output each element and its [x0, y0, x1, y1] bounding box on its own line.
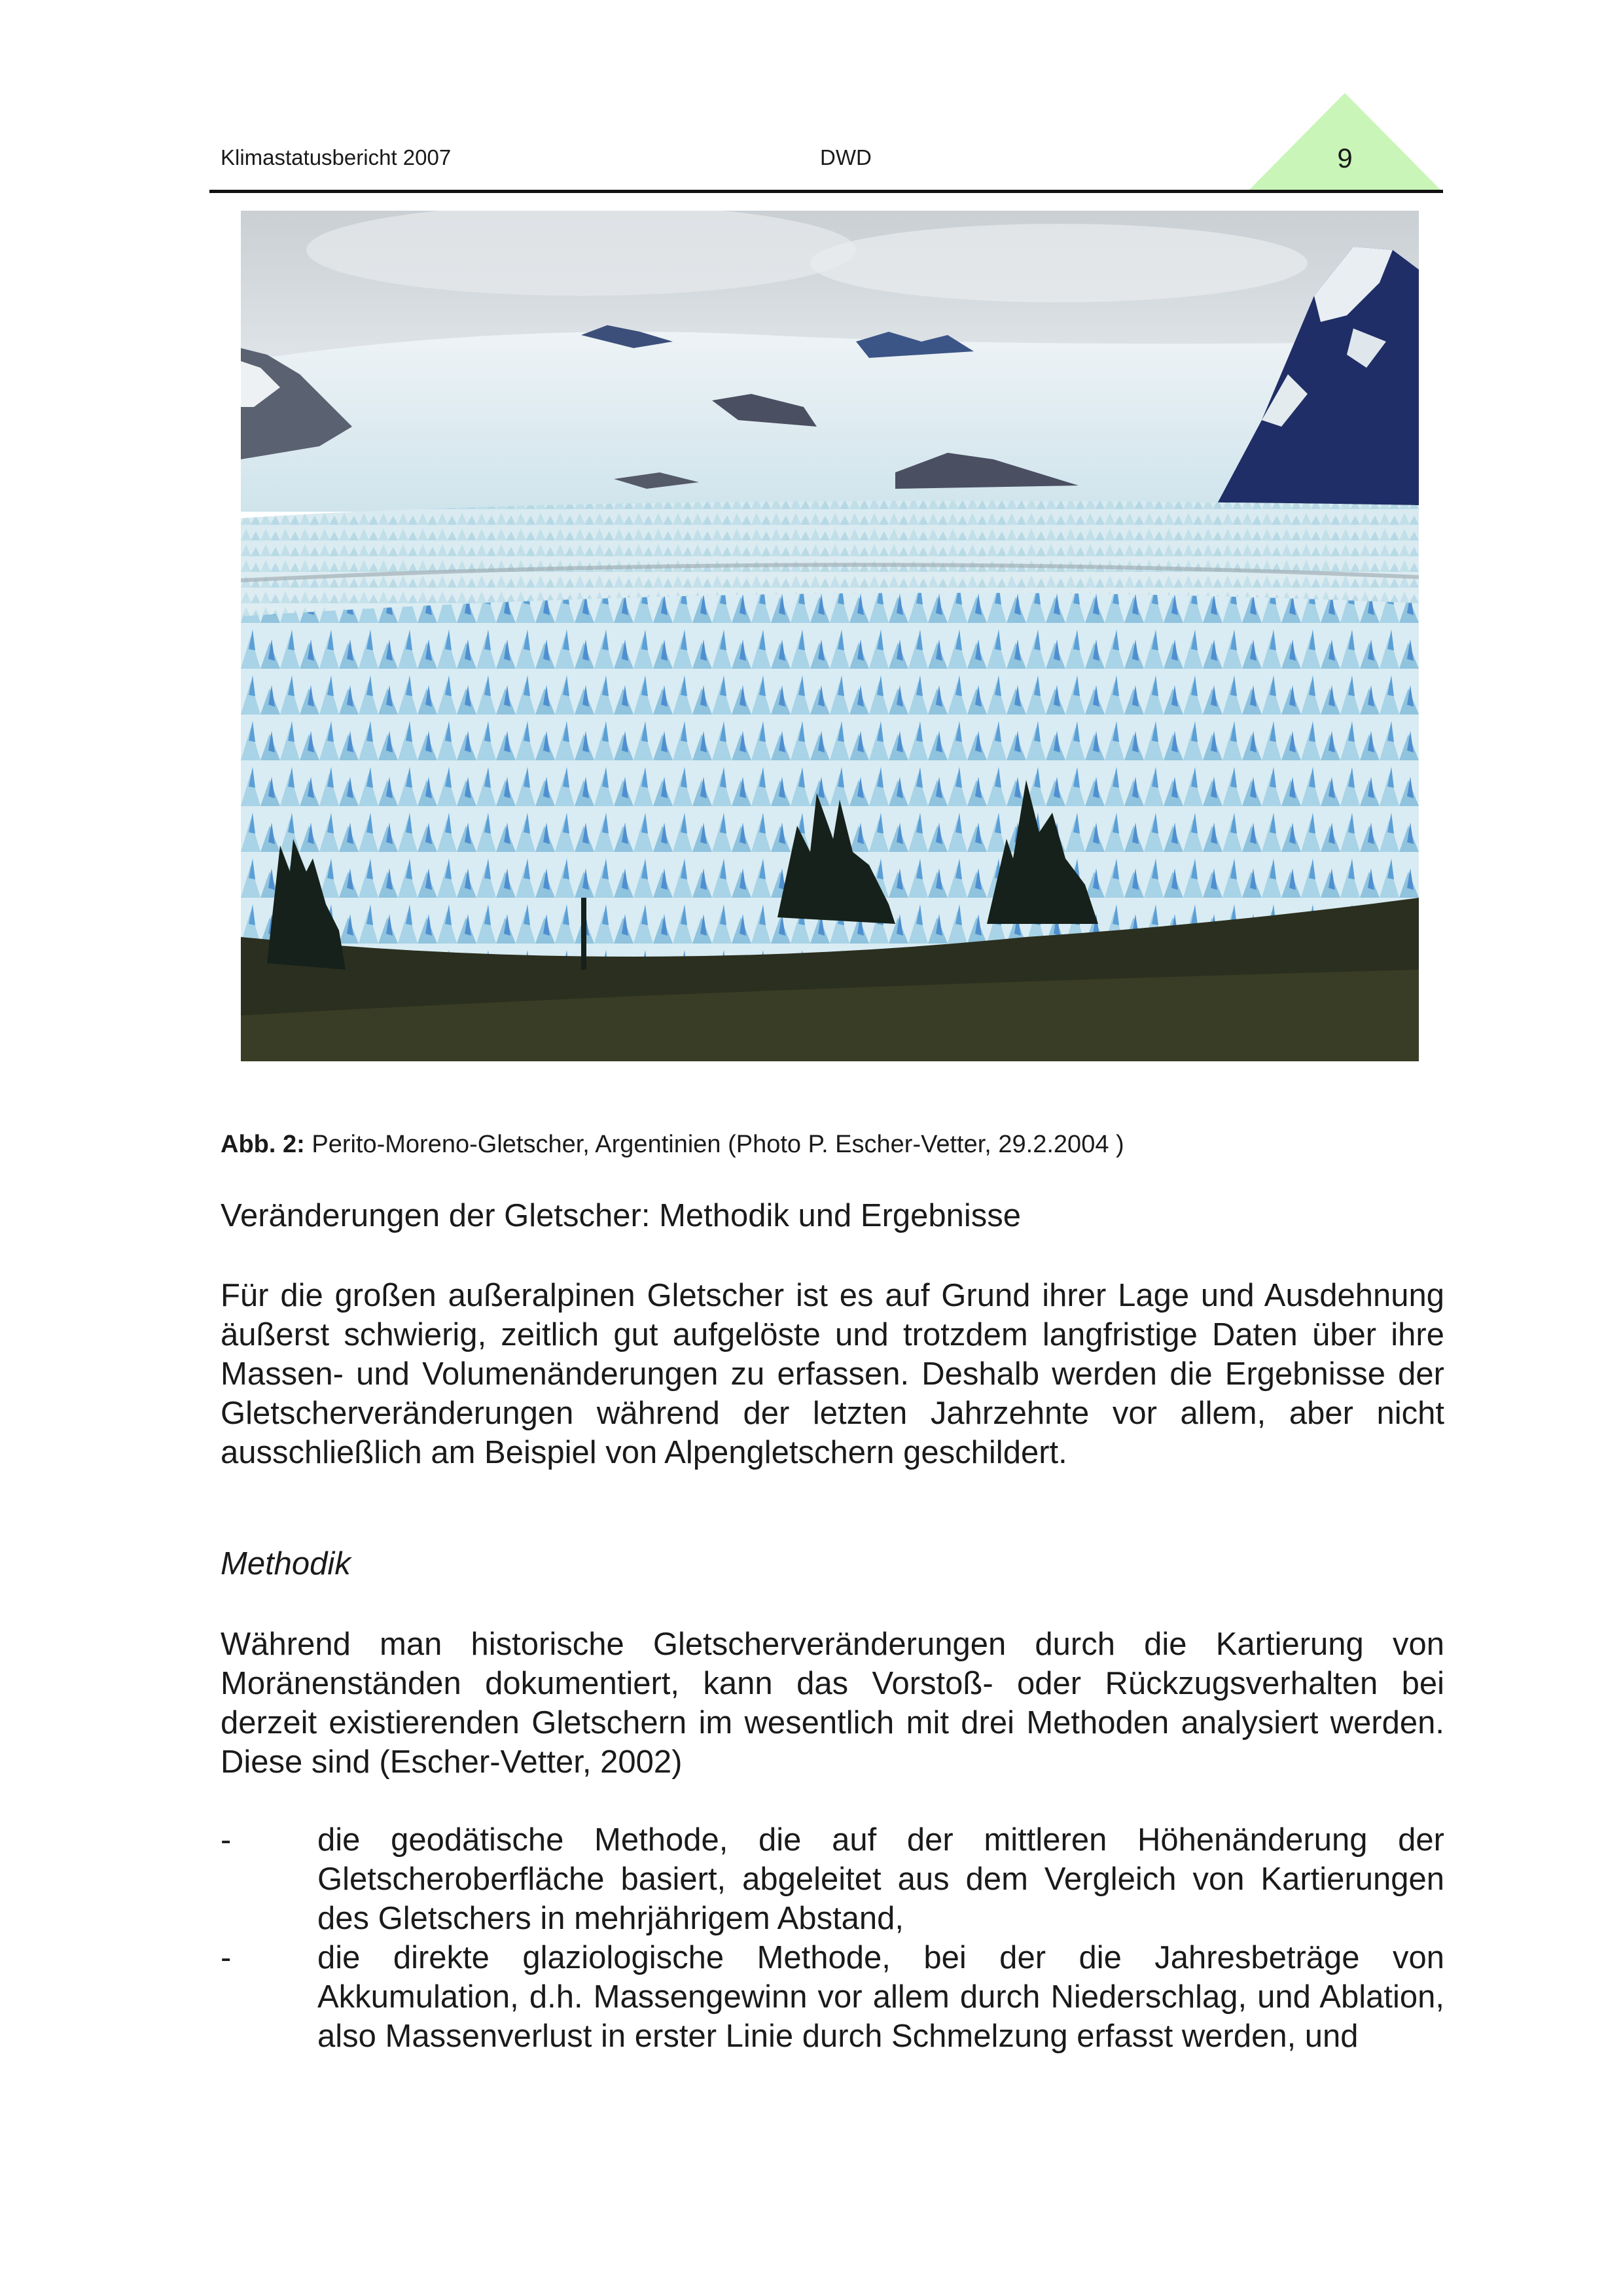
- list-item: [221, 1938, 1444, 2056]
- methodik-paragraph: Während man historische Gletscherveränderungen durch die Kartierung von Moränenständen dokumentiert, kann das Vorstoß- oder Rückzugsverhalten bei derzeit existierenden Gletschern im wesentlich mit drei Methoden analysiert werden. Diese sind (Escher-Vetter, 2002): [221, 1627, 1444, 1780]
- list-bullet: -: [221, 1940, 232, 1975]
- list-bullet: -: [221, 1822, 232, 1858]
- section-heading: Veränderungen der Gletscher: Methodik und Ergebnisse: [221, 1198, 1022, 1233]
- list-item: [221, 1820, 1444, 1938]
- page-corner-triangle: [1247, 92, 1443, 191]
- report-title: Klimastatusbericht 2007: [221, 145, 452, 169]
- glacier-photo: [241, 211, 1419, 1061]
- intro-paragraph: Für die großen außeralpinen Gletscher ist es auf Grund ihrer Lage und Ausdehnung äußerst schwierig, zeitlich gut aufgelöste und trotzdem langfristige Daten über ihre Massen- und Volumenänderungen zu erfassen. Deshalb werden die Ergebnisse der Gletscherveränderungen während der letzten Jahrzehnte vor allem, aber nicht ausschließlich am Beispiel von Alpengletschern geschildert.: [221, 1278, 1444, 1470]
- figure-caption: [221, 1131, 1124, 1159]
- caption-text: Perito-Moreno-Gletscher, Argentinien (Photo P. Escher-Vetter, 29.2.2004 ): [312, 1131, 1124, 1158]
- header-divider: [209, 190, 1443, 193]
- caption-label: Abb. 2:: [221, 1131, 305, 1158]
- subsection-heading: Methodik: [221, 1546, 351, 1581]
- list-item-text: die direkte glaziologische Methode, bei der die Jahresbeträge von Akkumulation, d.h. Massengewinn vor allem durch Niederschlag, und Ablation, also Massenverlust in erster Linie durch Schmelzung erfasst werden, und: [317, 1940, 1444, 2054]
- page-number: 9: [1337, 143, 1353, 173]
- method-list: [221, 1820, 1444, 2056]
- list-item-text: die geodätische Methode, die auf der mittleren Höhenänderung der Gletscheroberfläche basiert, abgeleitet aus dem Vergleich von Kartierungen des Gletschers in mehrjährigem Abstand,: [317, 1822, 1444, 1936]
- publisher-label: DWD: [820, 145, 872, 169]
